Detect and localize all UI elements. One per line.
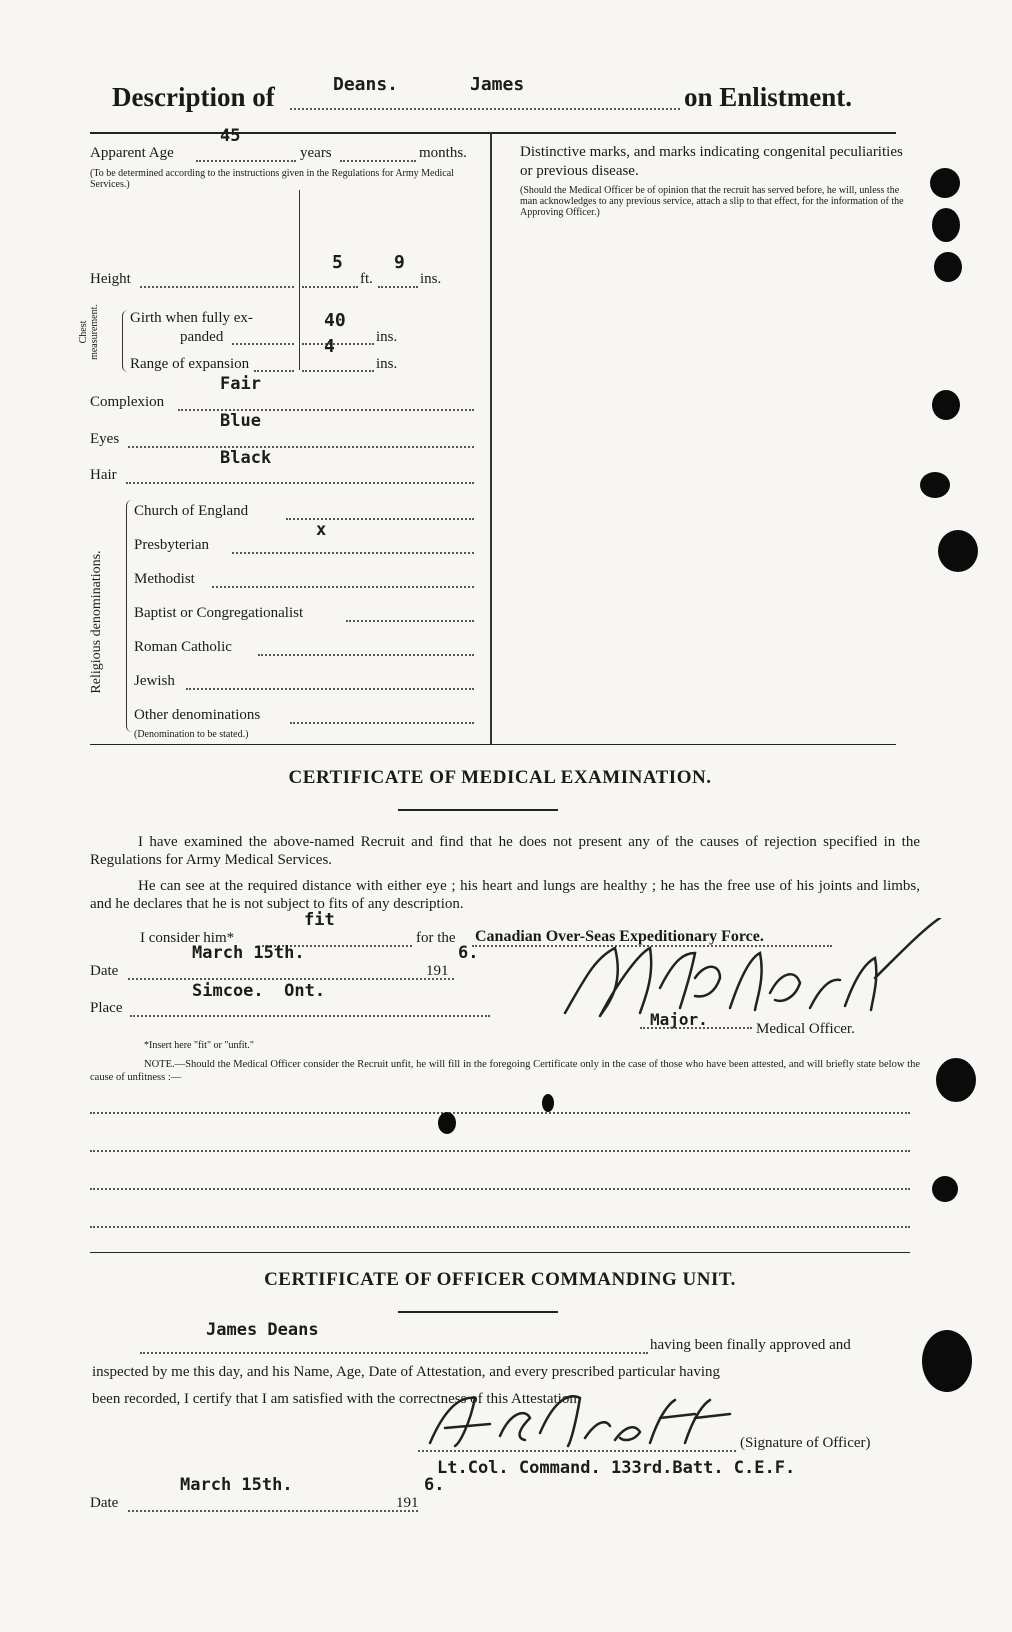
religions-brace <box>126 500 134 732</box>
commanding-title: CERTIFICATE OF OFFICER COMMANDING UNIT. <box>264 1269 736 1290</box>
commanding-officer-signature <box>420 1388 740 1458</box>
surname-value[interactable]: Deans. <box>333 74 399 95</box>
commanding-name-value[interactable]: James Deans <box>206 1320 319 1340</box>
medical-officer-rank[interactable]: Major. <box>650 1010 708 1029</box>
range-label: Range of expansion <box>130 356 250 372</box>
height-in-value[interactable]: 9 <box>394 252 405 273</box>
girth-unit: ins. <box>376 329 398 345</box>
age-value[interactable]: 45 <box>220 126 241 146</box>
height-label: Height <box>90 271 131 287</box>
age-note: (To be determined according to the instructions given in the Regulations for Army Medical Services.) <box>90 168 454 190</box>
complexion-value[interactable]: Fair <box>220 374 261 394</box>
medical-title-rule <box>398 809 558 811</box>
years-label: years <box>300 145 332 161</box>
hair-label: Hair <box>90 467 117 483</box>
marks-note: (Should the Medical Officer be of opinion that the recruit has served before, he will, unless the man acknowledges to any previous service, attach a slip to that effect, for the information of the Approving Officer.) <box>520 185 904 218</box>
commanding-date-label: Date <box>90 1495 119 1511</box>
medical-date-value[interactable]: March 15th. <box>192 943 305 963</box>
commanding-rank-value[interactable]: Lt.Col. Command. 133rd.Batt. C.E.F. <box>437 1458 796 1478</box>
religion-jewish: Jewish <box>134 673 175 689</box>
months-label: months. <box>419 145 467 161</box>
apparent-age-label: Apparent Age <box>90 145 174 161</box>
force-label: Canadian Over-Seas Expeditionary Force. <box>475 928 764 945</box>
medical-officer-label: Medical Officer. <box>756 1021 855 1037</box>
ft-label: ft. <box>360 271 373 287</box>
header-prefix: Description of <box>112 82 275 112</box>
medical-date-label: Date <box>90 963 119 979</box>
ink-blot <box>542 1094 554 1112</box>
medical-note-text: NOTE.—Should the Medical Officer consider the Recruit unfit, he will fill in the foregoing Certificate only in the case of those who have been attested, and will briefly state below the cause of unfitness :— <box>90 1059 920 1083</box>
height-ft-value[interactable]: 5 <box>332 252 343 273</box>
religion-other: Other denominations <box>134 707 261 723</box>
religion-baptist: Baptist or Congregationalist <box>134 605 304 621</box>
religion-roman-catholic: Roman Catholic <box>134 639 232 655</box>
religion-methodist: Methodist <box>134 571 195 587</box>
medical-para-1-text: I have examined the above-named Recruit and find that he does not present any of the causes of rejection specified in the Regulations for Army Medical Services. <box>90 834 920 868</box>
hair-value[interactable]: Black <box>220 448 272 468</box>
insert-note: *Insert here "fit" or "unfit." <box>144 1040 254 1051</box>
girth-value[interactable]: 40 <box>324 310 346 331</box>
medical-para-1 <box>90 833 920 869</box>
commanding-year-prefix: 191 <box>396 1495 419 1511</box>
religion-church-of-england: Church of England <box>134 503 249 519</box>
binder-hole <box>932 1176 958 1202</box>
religion-other-note: (Denomination to be stated.) <box>134 729 249 740</box>
place-value[interactable]: Simcoe. Ont. <box>192 981 326 1001</box>
girth-label-1: Girth when fully ex- <box>130 310 253 326</box>
range-value[interactable]: 4 <box>324 336 335 357</box>
complexion-label: Complexion <box>90 394 165 410</box>
religions-side-text: Religious denominations. <box>89 550 104 694</box>
religion-presbyterian: Presbyterian <box>134 537 209 553</box>
presbyterian-mark[interactable]: x <box>316 520 327 540</box>
binder-hole <box>938 530 978 572</box>
binder-hole <box>932 390 960 420</box>
medical-note <box>90 1058 920 1084</box>
binder-hole <box>934 252 962 282</box>
chest-side-text: Chest measurement. <box>78 304 100 360</box>
binder-hole <box>930 168 960 198</box>
medical-year-digit[interactable]: 6. <box>458 943 479 963</box>
for-the-label: for the <box>416 930 456 946</box>
commanding-title-rule <box>398 1311 558 1313</box>
signature-of-officer-label: (Signature of Officer) <box>740 1435 871 1451</box>
unfitness-line-2[interactable] <box>90 1150 910 1152</box>
commanding-year-digit[interactable]: 6. <box>424 1475 445 1495</box>
commanding-line-3: been recorded, I certify that I am satisfied with the correctness of this Attestation. <box>92 1391 581 1407</box>
range-unit: ins. <box>376 356 398 372</box>
medical-year-prefix: 191 <box>426 963 449 979</box>
unfitness-line-3[interactable] <box>90 1188 910 1190</box>
binder-hole <box>920 472 950 498</box>
chest-side-label <box>78 296 102 368</box>
consider-label: I consider him* <box>140 930 235 946</box>
given-name-value[interactable]: James <box>470 74 525 95</box>
medical-officer-signature <box>545 918 945 1038</box>
chest-brace <box>122 310 130 372</box>
ink-blot <box>438 1112 456 1134</box>
girth-label-2: panded <box>180 329 224 345</box>
ins-label: ins. <box>420 271 442 287</box>
header-suffix: on Enlistment. <box>684 82 853 112</box>
commanding-date-value[interactable]: March 15th. <box>180 1475 293 1495</box>
marks-title: Distinctive marks, and marks indicating congenital peculiarities or previous disease. <box>520 144 903 179</box>
distinctive-marks <box>520 143 920 218</box>
eyes-value[interactable]: Blue <box>220 411 261 431</box>
binder-hole <box>922 1330 972 1392</box>
binder-hole <box>936 1058 976 1102</box>
binder-hole <box>932 208 960 242</box>
commanding-line-2: inspected by me this day, and his Name, Age, Date of Attestation, and every prescribed particular having <box>92 1364 721 1380</box>
place-label: Place <box>90 1000 123 1016</box>
unfitness-line-1[interactable] <box>90 1112 910 1114</box>
having-text: having been finally approved and <box>650 1337 851 1353</box>
fit-value[interactable]: fit <box>304 910 335 930</box>
unfitness-line-4[interactable] <box>90 1226 910 1228</box>
medical-para-2 <box>90 877 920 913</box>
personal-description <box>0 0 490 760</box>
medical-title: CERTIFICATE OF MEDICAL EXAMINATION. <box>288 767 712 788</box>
eyes-label: Eyes <box>90 431 120 447</box>
medical-para-2-text: He can see at the required distance with either eye ; his heart and lungs are healthy ; he has the free use of his joints and limbs, and he declares that he is not subject to fits of any description. <box>90 878 920 912</box>
religions-side-label <box>88 532 128 712</box>
